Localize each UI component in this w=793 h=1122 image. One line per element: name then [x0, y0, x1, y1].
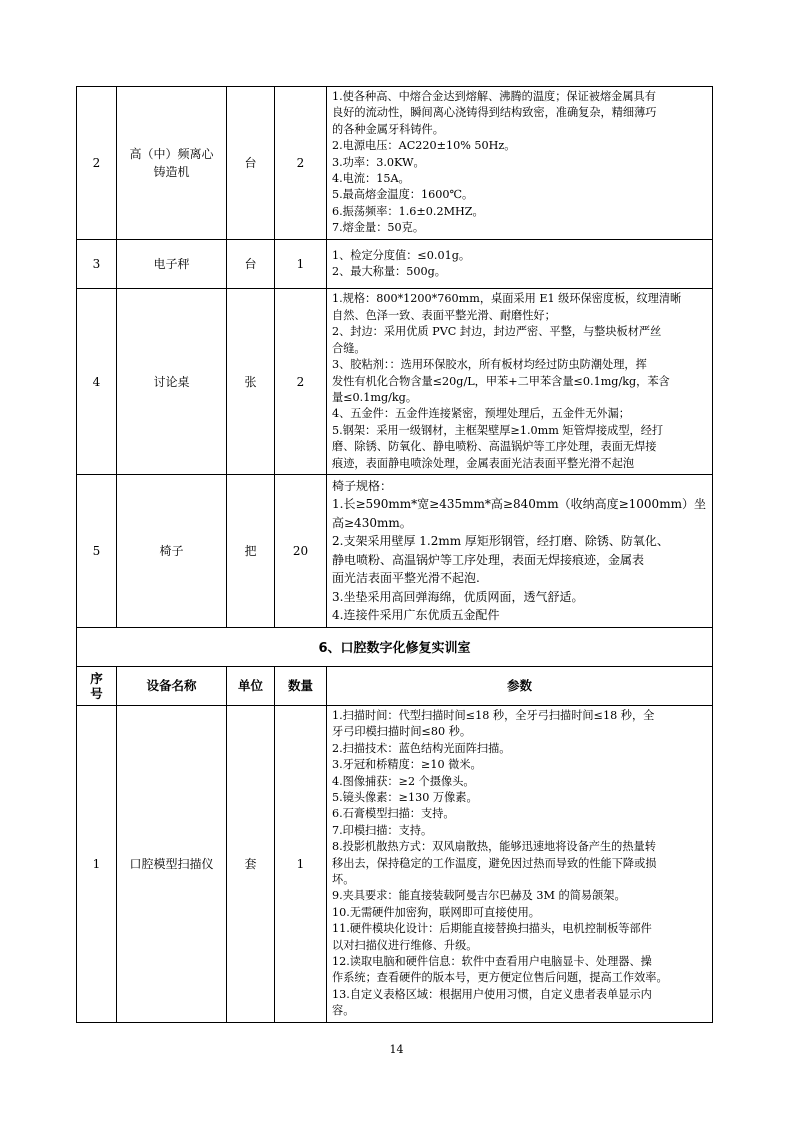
section-row: [77, 627, 713, 666]
header-qty: 数量: [275, 666, 327, 705]
parameters: 1.扫描时间：代型扫描时间≤18 秒，全牙弓扫描时间≤18 秒，全 牙弓印模扫描时间≤80 秒。 2.扫描技术：蓝色结构光面阵扫描。 3.牙冠和桥精度：≥10 微米。 4.图像捕获：≥2 个摄像头。 5.镜头像素：≥130 万像素。 6.石膏模型扫描：支持。 7.印模扫描：支持。 8.投影机散热方式：双风扇散热，能够迅速地将设备产生的热量转 移出去，保持稳定的工作温度，避免因过热而导致的性能下降或损 坏。 9.夹具要求：能直接装载阿曼吉尔巴赫及 3M 的简易颌架。 10.无需硬件加密狗，联网即可直接使用。 11.硬件模块化设计：后期能直接替换扫描头，电机控制板等部件 以对扫描仪进行维修、升级。 12.读取电脑和硬件信息：软件中查看用户电脑显卡、处理器、操 作系统；查看硬件的版本号，更方便定位售后问题，提高工作效率。 13.自定义表格区域：根据用户使用习惯，自定义患者表单显示内 容。: [327, 705, 713, 1022]
section-title: 6、口腔数字化修复实训室: [77, 627, 713, 666]
parameters: 1、检定分度值：≤0.01g。 2、最大称量：500g。: [327, 239, 713, 289]
quantity: 2: [275, 289, 327, 474]
row-number: 3: [77, 239, 117, 289]
table-row: [77, 239, 713, 289]
unit: 台: [227, 239, 275, 289]
parameters: 椅子规格： 1.长≥590mm*宽≥435mm*高≥840mm（收纳高度≥1000mm）坐 高≥430mm。 2.支架采用壁厚 1.2mm 厚矩形钢管，经打磨、除锈、防氧化、 静电喷粉、高温锅炉等工序处理，表面无焊接痕迹，金属表 面光洁表面平整光滑不起泡. 3.坐垫采用高回弹海绵，优质网面，透气舒适。 4.连接件采用广东优质五金配件: [327, 474, 713, 627]
unit: 台: [227, 87, 275, 240]
table-row: [77, 474, 713, 627]
table-row: [77, 705, 713, 1022]
header-no: 序 号: [77, 666, 117, 705]
quantity: 1: [275, 239, 327, 289]
page-number: 14: [389, 1043, 404, 1056]
equipment-name: 高（中）频离心 铸造机: [117, 87, 227, 240]
row-number: 2: [77, 87, 117, 240]
parameters: 1.使各种高、中熔合金达到熔解、沸腾的温度；保证被熔金属具有 良好的流动性，瞬间离心浇铸得到结构致密，准确复杂，精细薄巧 的各种金属牙科铸件。 2.电源电压：AC220±10% 50Hz。 3.功率：3.0KW。 4.电流：15A。 5.最高熔金温度：1600℃。 6.振荡频率：1.6±0.2MHZ。 7.熔金量：50克。: [327, 87, 713, 240]
equipment-name: 椅子: [117, 474, 227, 627]
unit: 把: [227, 474, 275, 627]
equipment-table: [76, 86, 713, 1023]
quantity: 2: [275, 87, 327, 240]
header-unit: 单位: [227, 666, 275, 705]
header-params: 参数: [327, 666, 713, 705]
parameters: 1.规格：800*1200*760mm，桌面采用 E1 级环保密度板，纹理清晰 自然、色泽一致、表面平整光滑、耐磨性好； 2、封边：采用优质 PVC 封边，封边严密、平整，与整块板材严丝 合缝。 3、胶粘剂：：选用环保胶水，所有板材均经过防虫防潮处理，挥 发性有机化合物含量≤20g/L，甲苯+二甲苯含量≤0.1mg/kg，苯含 量≤0.1mg/kg。 4、五金件：五金件连接紧密，预埋处理后，五金件无外漏； 5.钢架：采用一级钢材，主框架壁厚≥1.0mm 矩管焊接成型，经打 磨、除锈、防氧化、静电喷粉、高温锅炉等工序处理，表面无焊接 痕迹，表面静电喷涂处理，金属表面光洁表面平整光滑不起泡: [327, 289, 713, 474]
header-name: 设备名称: [117, 666, 227, 705]
row-number: 1: [77, 705, 117, 1022]
row-number: 4: [77, 289, 117, 474]
equipment-name: 口腔模型扫描仪: [117, 705, 227, 1022]
quantity: 1: [275, 705, 327, 1022]
unit: 套: [227, 705, 275, 1022]
header-row: [77, 666, 713, 705]
unit: 张: [227, 289, 275, 474]
table-row: [77, 289, 713, 474]
table-row: [77, 87, 713, 240]
equipment-name: 电子秤: [117, 239, 227, 289]
quantity: 20: [275, 474, 327, 627]
row-number: 5: [77, 474, 117, 627]
equipment-name: 讨论桌: [117, 289, 227, 474]
